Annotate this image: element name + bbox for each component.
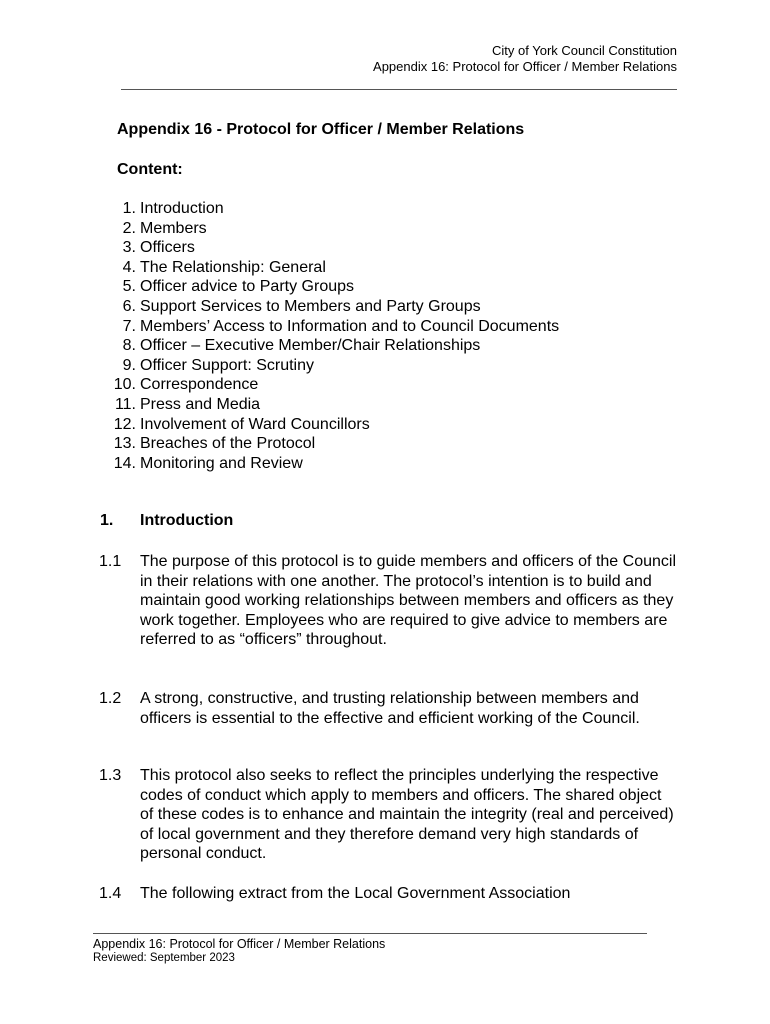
running-header xyxy=(373,43,677,75)
paragraph-number: 1.4 xyxy=(99,885,122,902)
toc-item-number: 11. xyxy=(114,395,136,413)
toc-item-number: 3. xyxy=(122,239,136,257)
toc-item-number: 1. xyxy=(122,200,136,217)
paragraph-text: The following extract from the Local Government Association xyxy=(140,885,571,902)
header-rule xyxy=(121,89,677,90)
toc-item-label: Officer – Executive Member/Chair Relationships xyxy=(140,337,481,355)
toc-item-label: Involvement of Ward Councillors xyxy=(140,415,370,433)
page-footer xyxy=(93,937,385,965)
section-title: Introduction xyxy=(140,512,234,529)
toc-item-number: 9. xyxy=(122,356,136,374)
toc-item-label: Breaches of the Protocol xyxy=(140,435,316,453)
toc-item-number: 10. xyxy=(113,376,136,394)
toc-item xyxy=(100,415,559,435)
table-of-contents xyxy=(100,199,559,473)
paragraph-number: 1.2 xyxy=(99,690,122,707)
toc-item-label: Officer advice to Party Groups xyxy=(140,278,355,296)
toc-item-number: 2. xyxy=(122,219,136,237)
toc-item-number: 4. xyxy=(122,258,136,276)
paragraph xyxy=(99,689,679,728)
toc-item xyxy=(100,199,559,219)
toc-item xyxy=(100,336,559,356)
paragraph-text: The purpose of this protocol is to guide members and officers of the Council in their relations with one another. The protocol’s intention is to build and maintain good working relationships between members and officers as they work together. Employees who are required to give advice to members are referred to as “officers” throughout. xyxy=(140,553,676,649)
toc-item xyxy=(100,454,559,474)
content-heading: Content: xyxy=(117,161,183,178)
toc-item-label: Press and Media xyxy=(140,395,261,413)
footer-line-1: Appendix 16: Protocol for Officer / Member Relations xyxy=(93,937,386,951)
toc-item xyxy=(100,317,559,337)
toc-item-number: 8. xyxy=(122,337,136,355)
header-line-2: Appendix 16: Protocol for Officer / Member Relations xyxy=(373,59,677,74)
toc-item-number: 13. xyxy=(113,435,136,453)
paragraph-text: A strong, constructive, and trusting relationship between members and officers is essential to the effective and efficient working of the Council. xyxy=(140,690,640,727)
toc-item xyxy=(100,375,559,395)
paragraph xyxy=(99,552,679,650)
toc-item-number: 7. xyxy=(122,317,136,335)
paragraph-number: 1.3 xyxy=(99,767,122,784)
toc-item xyxy=(100,277,559,297)
toc-item xyxy=(100,395,559,415)
paragraph-number: 1.1 xyxy=(99,553,122,570)
toc-item-label: Monitoring and Review xyxy=(140,454,303,472)
toc-item-number: 14. xyxy=(113,454,136,472)
toc-item-label: Support Services to Members and Party Groups xyxy=(140,297,481,315)
footer-rule xyxy=(93,933,647,934)
toc-item-label: Correspondence xyxy=(140,376,259,394)
toc-item-label: Officer Support: Scrutiny xyxy=(140,356,314,374)
toc-item xyxy=(100,219,559,239)
paragraph-text: This protocol also seeks to reflect the principles underlying the respective codes of conduct which apply to members and officers. The shared object of these codes is to enhance and maintain the integrity (real and perceived) of local government and they therefore demand very high standards of personal conduct. xyxy=(140,767,674,863)
toc-item xyxy=(100,238,559,258)
toc-item-label: Officers xyxy=(140,239,195,257)
toc-item-label: The Relationship: General xyxy=(140,258,326,276)
header-line-1: City of York Council Constitution xyxy=(492,43,677,58)
toc-item xyxy=(100,356,559,376)
section-heading xyxy=(100,512,233,530)
toc-item xyxy=(100,297,559,317)
paragraph xyxy=(99,884,679,904)
toc-item-label: Members xyxy=(140,219,207,237)
toc-item-number: 12. xyxy=(113,415,136,433)
paragraph xyxy=(99,766,679,864)
document-title: Appendix 16 - Protocol for Officer / Member Relations xyxy=(117,121,525,138)
toc-item-number: 5. xyxy=(122,278,136,296)
toc-item-label: Introduction xyxy=(140,200,224,217)
toc-item-number: 6. xyxy=(122,297,136,315)
toc-item-label: Members’ Access to Information and to Council Documents xyxy=(140,317,560,335)
footer-reviewed-date: Reviewed: September 2023 xyxy=(93,952,235,964)
section-number: 1. xyxy=(100,512,114,529)
toc-item xyxy=(100,434,559,454)
toc-item xyxy=(100,258,559,278)
